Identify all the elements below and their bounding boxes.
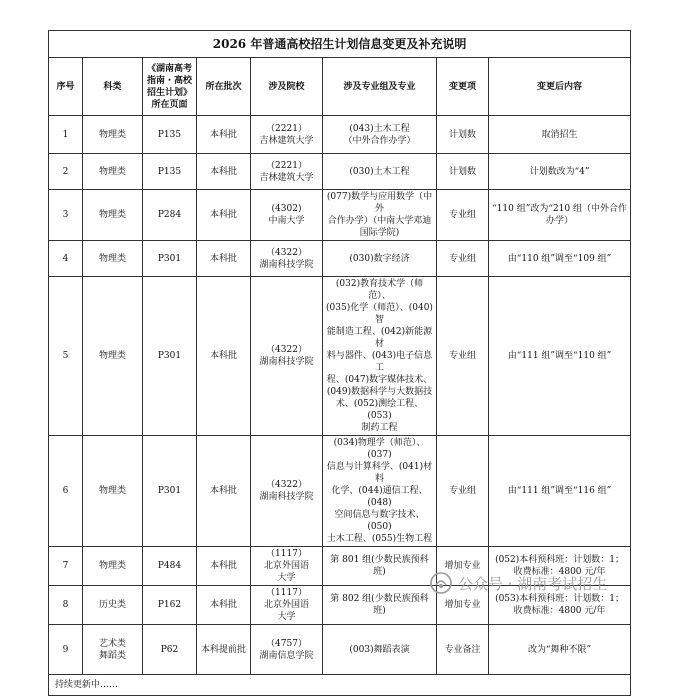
cell-subject: 物理类	[83, 547, 143, 586]
school-code: （4322）	[266, 247, 307, 258]
cell-after-change: 取消招生	[489, 116, 631, 154]
cell-change-item: 专业组	[437, 190, 489, 241]
cell-seq: 5	[49, 277, 83, 436]
header-school: 涉及院校	[251, 58, 323, 116]
cell-page: P284	[143, 190, 197, 241]
cell-seq: 2	[49, 154, 83, 190]
cell-seq: 3	[49, 190, 83, 241]
cell-batch: 本科批	[197, 190, 251, 241]
school-name: 北京外国语 大学	[263, 561, 309, 583]
header-batch: 所在批次	[197, 58, 251, 116]
cell-subject: 物理类	[83, 277, 143, 436]
cell-after-change: 改为“舞种不限”	[489, 625, 631, 675]
cell-change-item: 计划数	[437, 154, 489, 190]
table-row	[49, 436, 631, 547]
change-info-table	[48, 30, 631, 696]
cell-school	[251, 277, 323, 436]
cell-batch: 本科批	[197, 586, 251, 625]
school-name: 中南大学	[268, 216, 305, 226]
cell-group-major: (077)数学与应用数学（中外 合作办学）（中南大学邓迪 国际学院)	[323, 190, 437, 241]
school-name: 吉林建筑大学	[259, 135, 314, 146]
header-row	[49, 58, 631, 116]
cell-after-change: 计划数改为“4”	[489, 154, 631, 190]
cell-change-item: 增加专业	[437, 586, 489, 625]
cell-seq: 6	[49, 436, 83, 547]
school-name: 湖南信息学院	[259, 650, 314, 661]
cell-school	[251, 586, 323, 625]
cell-subject: 物理类	[83, 241, 143, 277]
cell-change-item: 专业组	[437, 241, 489, 277]
cell-school	[251, 241, 323, 277]
school-code: （4322）	[266, 480, 307, 490]
school-code: （2221）	[266, 160, 307, 171]
header-after-change: 变更后内容	[489, 58, 631, 116]
cell-group-major: (034)物理学（师范）、(037) 信息与计算科学、(041)材料 化学、(044)通信工程、(048) 空间信息与数字技术、(050) 土木工程、(055)生物工程	[323, 436, 437, 547]
cell-after-change: (053)本科预科班：计划数：1； 收费标准：4800 元/年	[489, 586, 631, 625]
cell-batch: 本科批	[197, 154, 251, 190]
cell-batch: 本科批	[197, 436, 251, 547]
table-row	[49, 116, 631, 154]
cell-subject: 物理类	[83, 190, 143, 241]
school-code: （2221）	[266, 123, 307, 134]
cell-batch: 本科批	[197, 116, 251, 154]
table-row	[49, 154, 631, 190]
cell-school	[251, 436, 323, 547]
cell-change-item: 专业组	[437, 277, 489, 436]
cell-after-change: 由“111 组”调至“110 组”	[489, 277, 631, 436]
cell-group-major: (030)数字经济	[323, 241, 437, 277]
cell-batch: 本科批	[197, 277, 251, 436]
cell-page: P62	[143, 625, 197, 675]
cell-after-change: 由“111 组”调至“116 组”	[489, 436, 631, 547]
school-code: (4302)	[271, 204, 302, 214]
cell-subject: 物理类	[83, 436, 143, 547]
cell-batch: 本科提前批	[197, 625, 251, 675]
cell-school	[251, 625, 323, 675]
cell-school	[251, 116, 323, 154]
watermark	[430, 570, 670, 596]
wechat-official-account-icon	[430, 572, 452, 594]
school-name: 湖南科技学院	[259, 357, 314, 367]
cell-subject: 历史类	[83, 586, 143, 625]
header-guide-page: 《湖南高考指南・高校招生计划》所在页面	[143, 58, 197, 116]
school-code: （1117）	[266, 549, 307, 559]
cell-group-major: (003)舞蹈表演	[323, 625, 437, 675]
cell-page: P135	[143, 154, 197, 190]
cell-change-item: 专业备注	[437, 625, 489, 675]
cell-page: P484	[143, 547, 197, 586]
school-name: 湖南科技学院	[259, 492, 314, 502]
cell-group-major: 第 802 组(少数民族预科班)	[323, 586, 437, 625]
cell-after-change: (052)本科预科班：计划数：1； 收费标准：4800 元/年	[489, 547, 631, 586]
cell-page: P135	[143, 116, 197, 154]
header-seq: 序号	[49, 58, 83, 116]
school-name: 吉林建筑大学	[259, 172, 314, 183]
cell-change-item: 专业组	[437, 436, 489, 547]
cell-change-item: 增加专业	[437, 547, 489, 586]
cell-after-change: “110 组”改为“210 组（中外合作办学）	[489, 190, 631, 241]
cell-page: P301	[143, 277, 197, 436]
cell-page: P301	[143, 436, 197, 547]
cell-page: P162	[143, 586, 197, 625]
cell-school	[251, 154, 323, 190]
school-name: 北京外国语 大学	[263, 600, 309, 622]
cell-school	[251, 190, 323, 241]
cell-subject: 艺术类 舞蹈类	[83, 625, 143, 675]
cell-seq: 7	[49, 547, 83, 586]
school-name: 湖南科技学院	[259, 259, 314, 270]
table-row	[49, 625, 631, 675]
cell-subject: 物理类	[83, 116, 143, 154]
cell-batch: 本科批	[197, 241, 251, 277]
school-code: （1117）	[266, 588, 307, 598]
cell-school	[251, 547, 323, 586]
table-title: 2026 年普通高校招生计划信息变更及补充说明	[49, 31, 631, 58]
watermark-text: 公众号 · 湖南考试招生	[458, 574, 608, 593]
cell-group-major: (030)土木工程	[323, 154, 437, 190]
cell-group-major: (032)教育技术学（师范）、 (035)化学（师范）、(040)智 能制造工程、(042)新能源材 料与器件、(043)电子信息工 程、(047)数字媒体技术、 (049)数据科学与大数据技 术、(052)测绘工程、(053) 制药工程	[323, 277, 437, 436]
cell-change-item: 计划数	[437, 116, 489, 154]
title-row	[49, 31, 631, 58]
cell-seq: 8	[49, 586, 83, 625]
cell-seq: 9	[49, 625, 83, 675]
header-subject: 科类	[83, 58, 143, 116]
cell-subject: 物理类	[83, 154, 143, 190]
table-row	[49, 241, 631, 277]
header-group-major: 涉及专业组及专业	[323, 58, 437, 116]
table-row	[49, 277, 631, 436]
cell-batch: 本科批	[197, 547, 251, 586]
table-row	[49, 190, 631, 241]
header-change-item: 变更项	[437, 58, 489, 116]
cell-seq: 4	[49, 241, 83, 277]
footer-note: 持续更新中……	[49, 675, 631, 696]
cell-page: P301	[143, 241, 197, 277]
cell-after-change: 由“110 组”调至“109 组”	[489, 241, 631, 277]
cell-group-major: 第 801 组(少数民族预科班)	[323, 547, 437, 586]
school-code: （4757）	[266, 638, 307, 649]
cell-group-major: (043)土木工程 （中外合作办学）	[323, 116, 437, 154]
school-code: （4322）	[266, 345, 307, 355]
cell-seq: 1	[49, 116, 83, 154]
footer-row	[49, 675, 631, 696]
